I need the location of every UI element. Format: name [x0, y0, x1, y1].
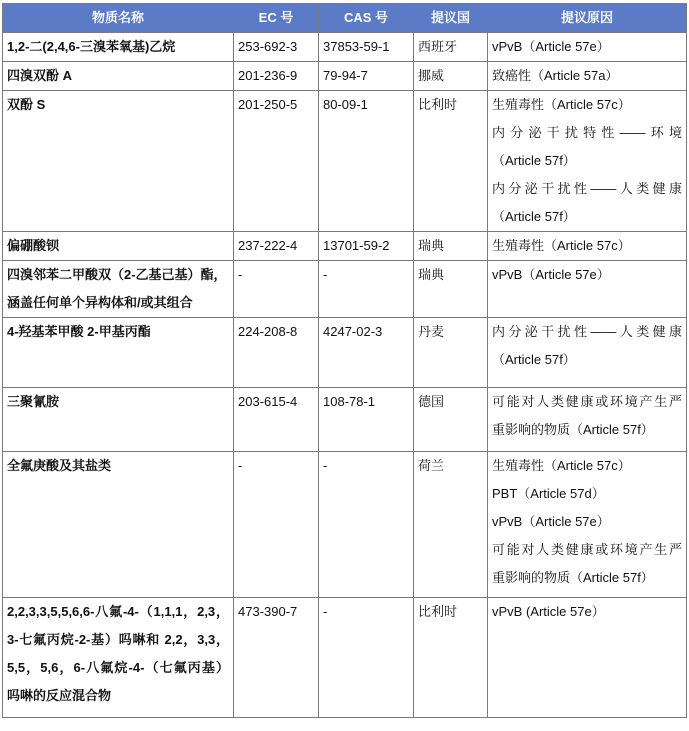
table-row — [3, 598, 687, 718]
header-ec-number: EC 号 — [234, 4, 319, 33]
reason-line: 可能对人类健康或环境产生严 — [492, 542, 682, 557]
country-cell: 德国 — [414, 388, 488, 452]
cas-number-cell: 4247-02-3 — [319, 318, 414, 388]
reason-cell — [488, 232, 687, 261]
substance-name: 双酚 S — [7, 97, 46, 112]
reason-line: 重影响的物质（Article 57f） — [492, 422, 654, 437]
table-row — [3, 261, 687, 318]
reason-cell — [488, 388, 687, 452]
ec-number-cell: - — [234, 261, 319, 318]
header-cas-number: CAS 号 — [319, 4, 414, 33]
reason-line: 内分泌干扰特性——环境 — [492, 125, 682, 140]
reason-line: vPvB（Article 57e） — [492, 514, 610, 529]
substance-name-cell — [3, 452, 234, 598]
substance-name: 3-七氟丙烷-2-基）吗啉和 2,2，3,3， — [7, 632, 229, 647]
reason-line: vPvB（Article 57e） — [492, 39, 610, 54]
cas-number-cell: 79-94-7 — [319, 62, 414, 91]
table-row — [3, 232, 687, 261]
ec-number-cell: 237-222-4 — [234, 232, 319, 261]
table-row — [3, 452, 687, 598]
reason-line: 内分泌干扰性——人类健康 — [492, 324, 682, 339]
substance-name-cell — [3, 62, 234, 91]
table-row — [3, 62, 687, 91]
cas-number-cell: 80-09-1 — [319, 91, 414, 232]
substance-name: 5,5，5,6，6-八氟烷-4-（七氟丙基） — [7, 660, 229, 675]
table-row — [3, 33, 687, 62]
reason-line: vPvB (Article 57e） — [492, 604, 605, 619]
country-cell: 瑞典 — [414, 232, 488, 261]
reason-cell — [488, 318, 687, 388]
country-cell: 挪威 — [414, 62, 488, 91]
reason-line: 生殖毒性（Article 57c） — [492, 97, 631, 112]
substance-table — [2, 3, 687, 718]
substance-name: 涵盖任何单个异构体和/或其组合 — [7, 295, 193, 310]
reason-line: 生殖毒性（Article 57c） — [492, 458, 631, 473]
reason-line: （Article 57f） — [492, 209, 576, 224]
table-row — [3, 318, 687, 388]
reason-cell — [488, 91, 687, 232]
reason-cell — [488, 452, 687, 598]
substance-name: 偏硼酸钡 — [7, 238, 60, 253]
country-cell: 比利时 — [414, 598, 488, 718]
ec-number-cell: 473-390-7 — [234, 598, 319, 718]
header-proposing-country: 提议国 — [414, 4, 488, 33]
substance-name-cell — [3, 261, 234, 318]
substance-name-cell — [3, 598, 234, 718]
substance-name: 三聚氰胺 — [7, 394, 60, 409]
cas-number-cell: 37853-59-1 — [319, 33, 414, 62]
reason-line: PBT（Article 57d） — [492, 486, 605, 501]
substance-name: 吗啉的反应混合物 — [7, 688, 112, 703]
header-proposal-reason: 提议原因 — [488, 4, 687, 33]
reason-line: 生殖毒性（Article 57c） — [492, 238, 631, 253]
reason-line: 重影响的物质（Article 57f） — [492, 570, 654, 585]
ec-number-cell: 201-250-5 — [234, 91, 319, 232]
reason-cell — [488, 62, 687, 91]
ec-number-cell: 253-692-3 — [234, 33, 319, 62]
ec-number-cell: 201-236-9 — [234, 62, 319, 91]
reason-cell — [488, 33, 687, 62]
country-cell: 丹麦 — [414, 318, 488, 388]
substance-name: 全氟庚酸及其盐类 — [7, 458, 112, 473]
substance-name: 四溴邻苯二甲酸双（2-乙基己基）酯， — [7, 267, 227, 282]
reason-cell — [488, 598, 687, 718]
cas-number-cell: 13701-59-2 — [319, 232, 414, 261]
reason-line: vPvB（Article 57e） — [492, 267, 610, 282]
ec-number-cell: - — [234, 452, 319, 598]
country-cell: 瑞典 — [414, 261, 488, 318]
table-row — [3, 91, 687, 232]
substance-name: 2,2,3,3,5,5,6,6-八氟-4-（1,1,1，2,3， — [7, 604, 229, 619]
substance-name: 4-羟基苯甲酸 2-甲基丙酯 — [7, 324, 151, 339]
reason-line: 可能对人类健康或环境产生严 — [492, 394, 682, 409]
substance-name-cell — [3, 91, 234, 232]
reason-line: （Article 57f） — [492, 153, 576, 168]
substance-name-cell — [3, 318, 234, 388]
cas-number-cell: - — [319, 261, 414, 318]
ec-number-cell: 224-208-8 — [234, 318, 319, 388]
substance-name-cell — [3, 33, 234, 62]
ec-number-cell: 203-615-4 — [234, 388, 319, 452]
reason-cell — [488, 261, 687, 318]
cas-number-cell: - — [319, 598, 414, 718]
substance-name: 四溴双酚 A — [7, 68, 73, 83]
country-cell: 西班牙 — [414, 33, 488, 62]
country-cell: 比利时 — [414, 91, 488, 232]
substance-name-cell — [3, 232, 234, 261]
substance-name-cell — [3, 388, 234, 452]
reason-line: （Article 57f） — [492, 352, 576, 367]
reason-line: 致癌性（Article 57a） — [492, 68, 619, 83]
substance-name: 1,2-二(2,4,6-三溴苯氧基)乙烷 — [7, 39, 176, 54]
cas-number-cell: 108-78-1 — [319, 388, 414, 452]
table-row — [3, 388, 687, 452]
country-cell: 荷兰 — [414, 452, 488, 598]
cas-number-cell: - — [319, 452, 414, 598]
header-substance-name: 物质名称 — [3, 4, 234, 33]
header-row — [3, 4, 687, 33]
reason-line: 内分泌干扰性——人类健康 — [492, 181, 682, 196]
